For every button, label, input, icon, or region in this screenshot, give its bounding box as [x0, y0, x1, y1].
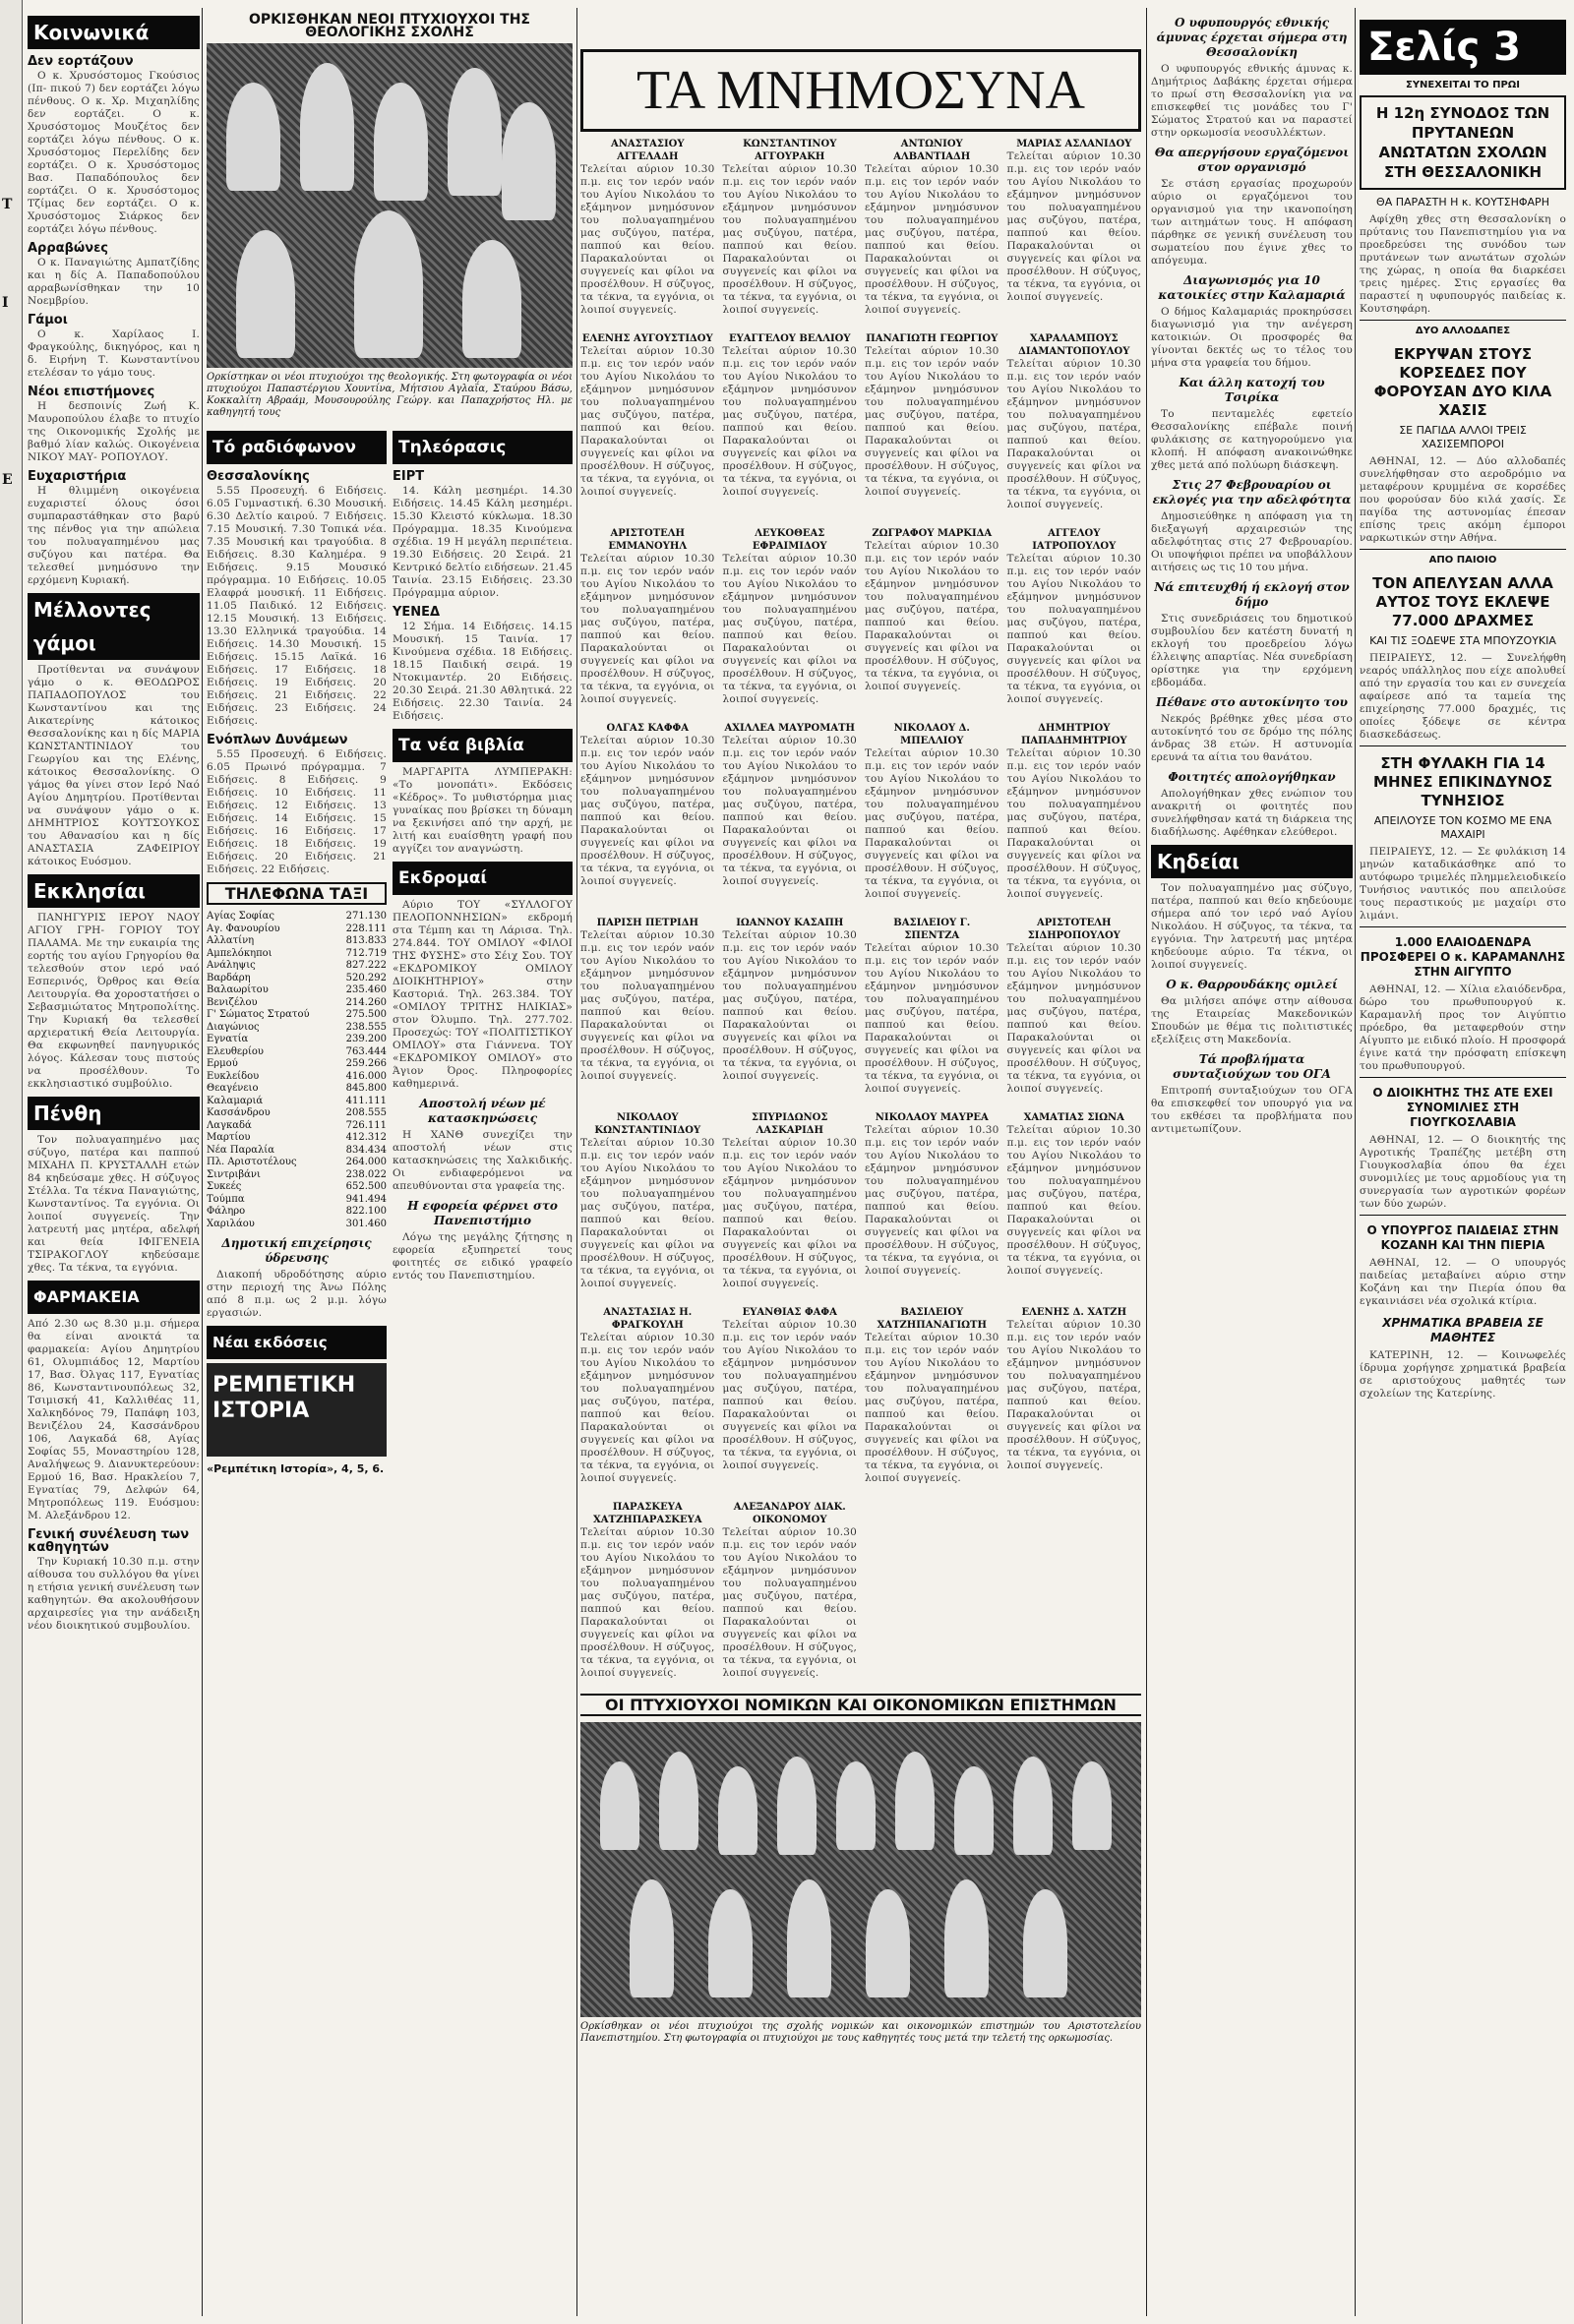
section-nea-vivlia: Τα νέα βιβλία — [393, 729, 573, 762]
subhead-giortazoun: Δεν εορτάζουν — [28, 54, 134, 69]
taxi-row — [207, 1096, 387, 1108]
memorial-text: Τελείται αύριον 10.30 π.μ. εις τον ιερόν ναόν του Αγίου Νικολάου το εξάμηνον μνημόσυνον του πολυαγαπημένου μας συζύγου, πατέρα, παππού και θείου. Παρακαλούνται οι συγγενείς και φίλοι να προσέλθουν. Η σύζυγος, τα τέκνα, τα εγγόνια, οι λοιποί συγγενείς. — [865, 1124, 999, 1277]
subhead-yened: ΥΕΝΕΔ — [393, 605, 441, 620]
memorial-text: Τελείται αύριον 10.30 π.μ. εις τον ιερόν ναόν του Αγίου Νικολάου το εξάμηνον μνημόσυνον του πολυαγαπημένου μας συζύγου, πατέρα, παππού και θείου. Παρακαλούνται οι συγγενείς και φίλοι να προσέλθουν. Η σύζυγος, τα τέκνα, τα εγγόνια, οι λοιποί συγγενείς. — [722, 1526, 857, 1679]
body-text: Αύριο ΤΟΥ «ΣΥΛΛΟΓΟΥ ΠΕΛΟΠΟΝΝΗΣΙΩΝ» εκδρομή στα Τέμπη και τη Λάρισα. Τηλ. 274.844. ΤΟΥ ΟΜΙΛΟΥ «ΦΙΛΟΙ ΤΗΣ ΦΥΣΗΣ» στο Σέιχ Σου. ΤΟΥ «ΕΚΔΡΟΜΙΚΟΥ ΟΜΙΛΟΥ ΔΙΟΙΚΗΤΗΡΙΟΥ» στην Καστοριά. Τηλ. 263.384. ΤΟΥ «ΟΜΙΛΟΥ ΤΡΙΤΗΣ ΗΛΙΚΙΑΣ» στον Όλυμπο. Τηλ. 277.702. Προσεχώς: ΤΟΥ «ΠΟΛΙΤΙΣΤΙΚΟΥ ΟΜΙΛΟΥ» στα Γιάννενα. ΤΟΥ «ΕΚΔΡΟΜΙΚΟΥ ΟΜΙΛΟΥ» στο Άγιον Όρος. Πληροφορίες καθημερινά. — [393, 899, 573, 1090]
memorial-entry — [865, 1306, 999, 1485]
body-text: Ο κ. Χρυσόστομος Γκούσιος (Ιπ- πικού 7) δεν εορτάζει λόγω πένθους. Ο κ. Χρ. Μιχαηλίδης δεν εορτάζει. Ο κ. Χρυσόστομος Μουζέτος δεν εορτάζει λόγω πένθους. Ο κ. Χρυσόστομος Περελίδης δεν εορτάζει. Ο κ. Χρυσόστομος Βασ. Παπαδόπουλος δεν εορτάζει. Ο κ. Χρυσόστομος Τζίμας δεν εορτάζει. Ο κ. Χρυσόστομος Σιάρκος δεν εορτάζει λόγω πένθους. — [28, 70, 200, 235]
body-text: Από 2.30 ως 8.30 μ.μ. σήμερα θα είναι ανοικτά τα φαρμακεία: Αγίου Δημητρίου 61, Ολυμπιάδος 12, Μαρτίου 17, Βασ. Όλγας 117, Εγνατίας 86, Κωνσταντινουπόλεως 32, Τσιμισκή 41, Καλλιθέας 11, Χαλκηδόνος 79, Παπάφη 103, Βενιζέλου 24, Κασσάνδρου 106, Λαγκαδά 68, Αγίας Σοφίας 55, Μοναστηρίου 128, Αναλήψεως 9. Διανυκτερεύουν: Ερμού 16, Βασ. Ηρακλείου 7, Εγνατίας 79, Δελφών 64, Μητροπόλεως 119. Ευόσμου: Μ. Αλεξάνδρου 12. — [28, 1318, 200, 1521]
taxi-name: Μαρτίου — [207, 1132, 251, 1143]
taxi-row — [207, 1034, 387, 1046]
headline-synodos-prytaneon: Η 12η ΣΥΝΟΔΟΣ ΤΩΝ ΠΡΥΤΑΝΕΩΝ ΑΝΩΤΑΤΩΝ ΣΧΟΛΩΝ ΣΤΗ ΘΕΣΣΑΛΟΝΙΚΗ — [1360, 95, 1566, 190]
taxi-tel: 763.444 — [345, 1045, 387, 1057]
memorial-name: ΝΙΚΟΛΑΟΥ ΜΑΥΡΕΑ — [875, 1112, 989, 1123]
memorial-text: Τελείται αύριον 10.30 π.μ. εις τον ιερόν ναόν του Αγίου Νικολάου το εξάμηνον μνημόσυνον του πολυαγαπημένου μας συζύγου, πατέρα, παππού και θείου. Παρακαλούνται οι συγγενείς και φίλοι να προσέλθουν. Η σύζυγος, τα τέκνα, τα εγγόνια, οι λοιποί συγγενείς. — [722, 929, 857, 1082]
taxi-tel: 235.460 — [345, 984, 387, 995]
taxi-name: Αγ. Φανουρίου — [207, 923, 280, 934]
taxi-row — [207, 911, 387, 924]
body-text: ΜΑΡΓΑΡΙΤΑ ΛΥΜΠΕΡΑΚΗ: «Το μονοπάτι». Εκδόσεις «Κέδρος». Το μυθιστόρημα μιας γυναίκας που βρίσκει τη δύναμη να ξεκινήσει από την αρχή, με λιτή και ευαίσθητη γραφή που αγγίζει τον αναγνώστη. — [393, 766, 573, 855]
taxi-row — [207, 1120, 387, 1133]
body-text: Η δεσποινίς Ζωή Κ. Μαυροπούλου έλαβε το πτυχίο της Οικονομικής Σχολής με βαθμό λίαν καλώς. Οικογένεια ΝΙΚΟΥ ΜΑΥ- ΡΟΠΟΥΛΟΥ. — [28, 400, 200, 463]
memorial-entry — [865, 138, 999, 317]
memorial-entry — [1007, 1306, 1142, 1485]
taxi-row — [207, 984, 387, 997]
taxi-name: Σιντριβάνι — [207, 1168, 261, 1180]
memorial-name: ΑΧΙΛΛΕΑ ΜΑΥΡΟΜΑΤΗ — [724, 723, 855, 734]
body-text: ΑΘΗΝΑΙ, 12. — Ο υπουργός παιδείας μεταβαίνει αύριο στην Κοζάνη και την Πιερία όπου θα εγκαινιάσει νέα σχολικά κτίρια. — [1360, 1257, 1566, 1307]
memorial-entry — [580, 1306, 715, 1485]
body-text: Θα μιλήσει απόψε στην αίθουσα της Εταιρείας Μακεδονικών Σπουδών με θέμα τις πολιτιστικές εξελίξεις στη Μακεδονία. — [1151, 995, 1353, 1045]
kicker: ΣΥΝΕΧΕΙΤΑΙ ΤΟ ΠΡΩΙ — [1405, 80, 1521, 90]
memorial-text: Τελείται αύριον 10.30 π.μ. εις τον ιερόν ναόν του Αγίου Νικολάου το εξάμηνον μνημόσυνον του πολυαγαπημένου μας συζύγου, πατέρα, παππού και θείου. Παρακαλούνται οι συγγενείς και φίλοι να προσέλθουν. Η σύζυγος, τα τέκνα, τα εγγόνια, οι λοιποί συγγενείς. — [722, 1137, 857, 1289]
section-kideiai: Κηδείαι — [1151, 845, 1353, 878]
taxi-tel: 941.494 — [345, 1193, 387, 1205]
body-text: Προτίθενται να συνάψουν γάμο ο κ. ΘΕΟΔΩΡΟΣ ΠΑΠΑΔΟΠΟΥΛΟΣ του Κωνσταντίνου και της Αικατερίνης κάτοικος Θεσσαλονίκης και η δίς ΜΑΡΙΑ ΚΩΝΣΤΑΝΤΙΝΙΔΟΥ του Γεωργίου και της Ελένης, κάτοικος Θεσσαλονίκης. Ο γάμος θα γίνει στον Ιερό Ναό Αγίου Δημητρίου. Προτίθενται να συνάψουν γάμο ο κ. ΔΗΜΗΤΡΙΟΣ ΚΟΥΤΣΟΥΚΟΣ του Αθανασίου και η δίς ΑΝΑΣΤΑΣΙΑ ΖΑΦΕΙΡΙΟΥ κάτοικος Ευόσμου. — [28, 664, 200, 867]
memorial-entry — [865, 527, 999, 706]
memorial-text: Τελείται αύριον 10.30 π.μ. εις τον ιερόν ναόν του Αγίου Νικολάου το εξάμηνον μνημόσυνον του πολυαγαπημένου μας συζύγου, πατέρα, παππού και θείου. Παρακαλούνται οι συγγενείς και φίλοι να προσέλθουν. Η σύζυγος, τα τέκνα, τα εγγόνια, οι λοιποί συγγενείς. — [722, 553, 857, 705]
taxi-row — [207, 1071, 387, 1084]
taxi-tel: 845.800 — [345, 1083, 387, 1094]
headline-tsirika: Και άλλη κατοχή του Τσιρίκα — [1179, 376, 1325, 404]
memorial-text: Τελείται αύριον 10.30 π.μ. εις τον ιερόν ναόν του Αγίου Νικολάου το εξάμηνον μνημόσυνον του πολυαγαπημένου μας συζύγου, πατέρα, παππού και θείου. Παρακαλούνται οι συγγενείς και φίλοι να προσέλθουν. Η σύζυγος, τα τέκνα, τα εγγόνια, οι λοιποί συγγενείς. — [580, 929, 715, 1082]
memorial-entry — [1007, 138, 1142, 317]
body-text: Ο κ. Χαρίλαος Ι. Φραγκούλης, δικηγόρος, και η δ. Ειρήνη Τ. Κωνσταντίνου ετελέσαν το γάμο τους. — [28, 328, 200, 379]
memorial-name: ΠΑΡΑΣΚΕΥΑ ΧΑΤΖΗΠΑΡΑΣΚΕΥΑ — [593, 1502, 702, 1525]
subhead-gamoi: Γάμοι — [28, 313, 68, 328]
memorial-name: ΑΓΓΕΛΟΥ ΙΑΤΡΟΠΟΥΛΟΥ — [1032, 528, 1117, 552]
column-rule — [1146, 8, 1147, 2316]
memorial-text: Τελείται αύριον 10.30 π.μ. εις τον ιερόν ναόν του Αγίου Νικολάου το εξάμηνον μνημόσυνον του πολυαγαπημένου μας συζύγου, πατέρα, παππού και θείου. Παρακαλούνται οι συγγενείς και φίλοι να προσέλθουν. Η σύζυγος, τα τέκνα, τα εγγόνια, οι λοιποί συγγενείς. — [580, 1137, 715, 1289]
body-text: 12 Σήμα. 14 Ειδήσεις. 14.15 Μουσική. 15 Ταινία. 17 Κινούμενα σχέδια. 18 Ειδήσεις. 18.15 Παιδική σειρά. 19 Ντοκιμαντέρ. 20 Ειδήσεις. 20.30 Σειρά. 21.30 Αθλητικά. 22 Ειδήσεις. 22.30 Ταινία. 24 Ειδήσεις. — [393, 621, 573, 722]
graduates-photo — [207, 43, 573, 368]
headline-elaiodendra: 1.000 ΕΛΑΙΟΔΕΝΔΡΑ ΠΡΟΣΦΕΡΕΙ Ο κ. ΚΑΡΑΜΑΝΛΗΣ ΣΤΗΝ ΑΙΓΥΠΤΟ — [1360, 935, 1566, 979]
memorial-name: ΑΡΙΣΤΟΤΕΛΗ ΣΙΔΗΡΟΠΟΥΛΟΥ — [1027, 918, 1120, 941]
memorial-text: Τελείται αύριον 10.30 π.μ. εις τον ιερόν ναόν του Αγίου Νικολάου το εξάμηνον μνημόσυνον του πολυαγαπημένου μας συζύγου, πατέρα, παππού και θείου. Παρακαλούνται οι συγγενείς και φίλοι να προσέλθουν. Η σύζυγος, τα τέκνα, τα εγγόνια, οι λοιποί συγγενείς. — [580, 553, 715, 705]
memorial-entry — [580, 1111, 715, 1290]
taxi-row — [207, 1206, 387, 1219]
memorial-text: Τελείται αύριον 10.30 π.μ. εις τον ιερόν ναόν του Αγίου Νικολάου το εξάμηνον μνημόσυνον του πολυαγαπημένου μας συζύγου, πατέρα, παππού και θείου. Παρακαλούνται οι συγγενείς και φίλοι να προσέλθουν. Η σύζυγος, τα τέκνα, τα εγγόνια, οι λοιποί συγγενείς. — [1006, 747, 1141, 900]
photo-caption: Ορκίστηκαν οι νέοι πτυχιούχοι της θεολογικής. Στη φωτογραφία οι νέοι πτυχιούχοι Παπαστέργιου Χουντίνα, Μήτσιου Αγλαΐα, Σταύρου Βάσω, Κοκκαλίτη Αβραάμ, Μουσουρούλης Γεώργ. και Παπαχρήστος Ηλ. με καθηγητή τους — [207, 372, 573, 418]
headline-apelysan: ΤΟΝ ΑΠΕΛΥΣΑΝ ΑΛΛΑ ΑΥΤΟΣ ΤΟΥΣ ΕΚΛΕΨΕ 77.000 ΔΡΑΧΜΕΣ — [1372, 574, 1553, 629]
headline-vraveia: ΧΡΗΜΑΤΙΚΑ ΒΡΑΒΕΙΑ ΣΕ ΜΑΘΗΤΕΣ — [1382, 1316, 1544, 1344]
taxi-row — [207, 1046, 387, 1059]
taxi-tel: 411.111 — [345, 1095, 387, 1106]
section-nea-ekdosis: Νέαι εκδόσεις — [207, 1326, 387, 1359]
headline-ta-mnimosyna: ΤΑ ΜΝΗΜΟΣΥΝΑ — [580, 49, 1141, 132]
memorial-text: Τελείται αύριον 10.30 π.μ. εις τον ιερόν ναόν του Αγίου Νικολάου το εξάμηνον μνημόσυνον του πολυαγαπημένου μας συζύγου, πατέρα, παππού και θείου. Παρακαλούνται οι συγγενείς και φίλοι να προσέλθουν. Η σύζυγος, τα τέκνα, τα εγγόνια, οι λοιποί συγγενείς. — [1006, 1319, 1141, 1471]
taxi-name: Ανάληψις — [207, 960, 256, 971]
taxi-row — [207, 1219, 387, 1231]
taxi-tel: 834.434 — [345, 1144, 387, 1156]
memorial-entry — [723, 138, 858, 317]
body-text: Η θλιμμένη οικογένεια ευχαριστεί όλους όσοι συμπαραστάθηκαν στο βαρύ της πένθος για την απώλεια του πολυαγαπημένου μας συζύγου και πατέρα. Θα τελεσθεί μνημόσυνο την ερχόμενη Κυριακή. — [28, 485, 200, 586]
taxi-tel: 301.460 — [345, 1218, 387, 1229]
memorial-name: ΕΛΕΝΗΣ Δ. ΧΑΤΖΗ — [1021, 1307, 1127, 1318]
body-text: Διακοπή υδροδότησης αύριο στην περιοχή της Άνω Πόλης από 8 π.μ. ως 2 μ.μ. λόγω εργασιών. — [207, 1269, 387, 1319]
body-text: 5.55 Προσευχή. 6 Ειδήσεις. 6.05 Πρωινό πρόγραμμα. 7 Ειδήσεις. 8 Ειδήσεις. 9 Ειδήσεις. 10 Ειδήσεις. 11 Ειδήσεις. 12 Ειδήσεις. 13 Ειδήσεις. 14 Ειδήσεις. 15 Ειδήσεις. 16 Ειδήσεις. 17 Ειδήσεις. 18 Ειδήσεις. 19 Ειδήσεις. 20 Ειδήσεις. 21 Ειδήσεις. 22 Ειδήσεις. — [207, 748, 387, 875]
taxi-tel: 416.000 — [345, 1070, 387, 1082]
memorial-text: Τελείται αύριον 10.30 π.μ. εις τον ιερόν ναόν του Αγίου Νικολάου το εξάμηνον μνημόσυνον του πολυαγαπημένου μας συζύγου, πατέρα, παππού και θείου. Παρακαλούνται οι συγγενείς και φίλοι να προσέλθουν. Η σύζυγος, τα τέκνα, τα εγγόνια, οι λοιποί συγγενείς. — [865, 345, 999, 498]
taxi-name: Γ' Σώματος Στρατού — [207, 1009, 310, 1020]
memorial-entry — [723, 1306, 858, 1485]
memorial-entry — [723, 527, 858, 706]
taxi-phones-title: ΤΗΛΕΦΩΝΑ ΤΑΞΙ — [207, 882, 387, 905]
taxi-name: Αμπελόκηποι — [207, 947, 272, 959]
taxi-row — [207, 1157, 387, 1169]
headline-provlimata: Τά προβλήματα συνταξιούχων του ΟΓΑ — [1173, 1052, 1331, 1081]
section-ekdromai: Εκδρομαί — [393, 862, 573, 895]
taxi-row — [207, 1145, 387, 1158]
column-social — [28, 10, 200, 2314]
memorial-name: ΒΑΣΙΛΕΙΟΥ Γ. ΣΠΕΝΤΖΑ — [893, 918, 971, 941]
taxi-row — [207, 924, 387, 936]
taxi-name: Καλαμαριά — [207, 1095, 264, 1106]
taxi-row — [207, 948, 387, 961]
headline-foitites: Φοιτητές απολογήθηκαν — [1168, 770, 1336, 784]
memorial-entry — [723, 1501, 858, 1680]
body-text: ΑΘΗΝΑΙ, 12. — Χίλια ελαιόδενδρα, δώρο του πρωθυπουργού κ. Καραμανλή προς τον Αιγύπτιο πρόεδρο, θα μεταφερθούν στην Αίγυπτο με ειδικό πλοίο. Η προσφορά έγινε κατά την πρόσφατη επίσκεψη του πρωθυπουργού. — [1360, 983, 1566, 1072]
taxi-tel: 726.111 — [345, 1119, 387, 1131]
taxi-name: Βενιζέλου — [207, 996, 258, 1008]
taxi-tel: 275.500 — [345, 1009, 387, 1020]
memorial-text: Τελείται αύριον 10.30 π.μ. εις τον ιερόν ναόν του Αγίου Νικολάου το εξάμηνον μνημόσυνον του πολυαγαπημένου μας συζύγου, πατέρα, παππού και θείου. Παρακαλούνται οι συγγενείς και φίλοι να προσέλθουν. Η σύζυγος, τα τέκνα, τα εγγόνια, οι λοιποί συγγενείς. — [722, 1319, 857, 1471]
section-mellontes-gamoi: Μέλλοντες γάμοι — [28, 593, 200, 660]
taxi-name: Εγνατία — [207, 1034, 249, 1044]
subhead-bouzoukia: ΚΑΙ ΤΙΣ ΞΟΔΕΨΕ ΣΤΑ ΜΠΟΥΖΟΥΚΙΑ — [1369, 634, 1556, 647]
memorial-entry — [1007, 917, 1142, 1096]
memorials-list — [580, 138, 1141, 1688]
memorial-name: ΕΛΕΝΗΣ ΑΥΓΟΥΣΤΙΔΟΥ — [581, 333, 713, 344]
memorial-text: Τελείται αύριον 10.30 π.μ. εις τον ιερόν ναόν του Αγίου Νικολάου το εξάμηνον μνημόσυνον του πολυαγαπημένου μας συζύγου, πατέρα, παππού και θείου. Παρακαλούνται οι συγγενείς και φίλοι να προσέλθουν. Η σύζυγος, τα τέκνα, τα εγγόνια, οι λοιποί συγγενείς. — [1006, 1124, 1141, 1277]
taxi-tel: 214.260 — [345, 996, 387, 1008]
taxi-name: Διαγώνιος — [207, 1021, 260, 1033]
headline-diagonismos: Διαγωνισμός για 10 κατοικίες στην Καλαμαριά — [1158, 273, 1346, 302]
subhead-rempetiki: «Ρεμπέτικη Ιστορία», 4, 5, 6. — [207, 1462, 385, 1475]
headline-tharroudakis: Ο κ. Θαρρουδάκης ομιλεί — [1166, 978, 1338, 991]
memorial-entry — [1007, 722, 1142, 901]
body-text: Σε στάση εργασίας προχωρούν αύριο οι εργαζόμενοι του οργανισμού για την ικανοποίηση των αιτημάτων τους. Η απόφαση πάρθηκε σε γενική συνέλευση του σωματείου που έγινε χθες το απόγευμα. — [1151, 178, 1353, 267]
taxi-tel: 271.130 — [345, 911, 387, 922]
body-text: Τον πολυαγαπημένο μας σύζυγο, πατέρα και παππού ΜΙΧΑΗΛ Π. ΚΡΥΣΤΑΛΛΗ ετών 84 κηδεύσαμε χθες. Η σύζυγος Στέλλα. Τα τέκνα Παναγιώτης, Κωνσταντίνος. Τα εγγόνια. Οι λοιποί συγγενείς. Την λατρευτή μας μητέρα, αδελφή και θεία ΙΦΙΓΕΝΕΙΑ ΤΣΙΡΑΚΟΓΛΟΥ κηδεύσαμε χθες. Τα τέκνα, τα εγγόνια. — [28, 1134, 200, 1274]
book-cover-image — [207, 1363, 387, 1457]
taxi-tel: 520.292 — [345, 972, 387, 983]
taxi-row — [207, 1194, 387, 1207]
body-text: 14. Κάλη μεσημέρι. 14.30 Ειδήσεις. 14.45 Κάλη μεσημέρι. 15.30 Κλειστό κύκλωμα. 18.30 Πρόγραμμα. 18.35 Κινούμενα σχέδια. 19 Η μεγάλη περιπέτεια. 19.30 Ειδήσεις. 20 Σειρά. 21 Κεντρικό δελτίο ειδήσεων. 21.45 Ταινία. 23.15 Ειδήσεις. 23.30 Πρόγραμμα αύριον. — [393, 485, 573, 599]
memorial-name: ΙΩΑΝΝΟΥ ΚΑΣΑΠΗ — [736, 918, 844, 928]
taxi-row — [207, 1058, 387, 1071]
memorial-text: Τελείται αύριον 10.30 π.μ. εις τον ιερόν ναόν του Αγίου Νικολάου το εξάμηνον μνημόσυνον του πολυαγαπημένου μας συζύγου, πατέρα, παππού και θείου. Παρακαλούνται οι συγγενείς και φίλοι να προσέλθουν. Η σύζυγος, τα τέκνα, τα εγγόνια, οι λοιποί συγγενείς. — [865, 163, 999, 316]
taxi-name: Βαλαωρίτου — [207, 984, 269, 995]
headline-apergia: Θα απεργήσουν εργαζόμενοι στον οργανισμό — [1154, 146, 1350, 174]
memorial-entry — [865, 722, 999, 901]
taxi-tel: 238.022 — [345, 1168, 387, 1180]
body-text: 5.55 Προσευχή. 6 Ειδήσεις. 6.05 Γυμναστική. 6.30 Μουσική. 6.30 Δελτίο καιρού. 7 Ειδήσεις. 7.15 Μουσική. 7.30 Τοπικά νέα. 7.35 Μουσική και τραγούδια. 8 Ειδήσεις. 8.30 Καλημέρα. 9 Ειδήσεις. 9.15 Μουσικό πρόγραμμα. 10 Ειδήσεις. 10.05 Ελαφρά μουσική. 11 Ειδήσεις. 11.05 Παιδικό. 12 Ειδήσεις. 12.15 Μουσική. 13 Ειδήσεις. 13.30 Ελληνικά τραγούδια. 14 Ειδήσεις. 14.30 Μουσική. 15 Ειδήσεις. 15.15 Λαϊκά. 16 Ειδήσεις. 17 Ειδήσεις. 18 Ειδήσεις. 19 Ειδήσεις. 20 Ειδήσεις. 21 Ειδήσεις. 22 Ειδήσεις. 23 Ειδήσεις. 24 Ειδήσεις. — [207, 485, 387, 727]
taxi-name: Λαγκαδά — [207, 1119, 252, 1131]
memorial-text: Τελείται αύριον 10.30 π.μ. εις τον ιερόν ναόν του Αγίου Νικολάου το εξάμηνον μνημόσυνον του πολυαγαπημένου μας συζύγου, πατέρα, παππού και θείου. Παρακαλούνται οι συγγενείς και φίλοι να προσέλθουν. Η σύζυγος, τα τέκνα, τα εγγόνια, οι λοιποί συγγενείς. — [1006, 150, 1141, 303]
memorial-name: ΜΑΡΙΑΣ ΑΣΛΑΝΙΔΟΥ — [1016, 139, 1132, 149]
memorial-text: Τελείται αύριον 10.30 π.μ. εις τον ιερόν ναόν του Αγίου Νικολάου το εξάμηνον μνημόσυνον του πολυαγαπημένου μας συζύγου, πατέρα, παππού και θείου. Παρακαλούνται οι συγγενείς και φίλοι να προσέλθουν. Η σύζυγος, τα τέκνα, τα εγγόνια, οι λοιποί συγγενείς. — [865, 747, 999, 900]
memorial-entry — [1007, 527, 1142, 706]
section-farmakeia: ΦΑΡΜΑΚΕΙΑ — [28, 1281, 200, 1314]
kicker: ΑΠΟ ΠΑΙΟΙΟ — [1428, 555, 1497, 566]
memorial-text: Τελείται αύριον 10.30 π.μ. εις τον ιερόν ναόν του Αγίου Νικολάου το εξάμηνον μνημόσυνον του πολυαγαπημένου μας συζύγου, πατέρα, παππού και θείου. Παρακαλούνται οι συγγενείς και φίλοι να προσέλθουν. Η σύζυγος, τα τέκνα, τα εγγόνια, οι λοιποί συγγενείς. — [1006, 942, 1141, 1095]
subhead-enoplon: Ενόπλων Δυνάμεων — [207, 733, 348, 747]
taxi-name: Τούμπα — [207, 1193, 245, 1205]
taxi-tel: 412.312 — [345, 1132, 387, 1143]
column-mnimosyna — [580, 10, 1141, 2314]
taxi-name: Ερμού — [207, 1058, 238, 1069]
body-text: ΠΕΙΡΑΙΕΥΣ, 12. — Σε φυλάκιση 14 μηνών καταδικάσθηκε από το αυτόφωρο τριμελές πλημμελειοδικείο Τυνήσιος ναυτικός που απειλούσε τους περαστικούς με μαχαίρι στο λιμάνι. — [1360, 846, 1566, 922]
taxi-tel: 264.000 — [345, 1157, 387, 1167]
subhead-geniki-synelefsi: Γενική συνέλευση των καθηγητών — [28, 1527, 190, 1555]
column-rule — [576, 8, 577, 2316]
section-koinonika: Κοινωνικά — [28, 16, 200, 49]
taxi-phone-list — [207, 911, 387, 1230]
body-text: Την Κυριακή 10.30 π.μ. στην αίθουσα του συλλόγου θα γίνει η ετήσια γενική συνέλευση των καθηγητών. Θα ακολουθήσουν αρχαιρεσίες για την ανάδειξη νέου διοικητικού συμβουλίου. — [28, 1556, 200, 1632]
headline-eforia: Η εφορεία φέρνει στο Πανεπιστήμιο — [407, 1199, 558, 1227]
body-text: Ο κ. Παναγιώτης Αμπατζίδης και η δίς Α. Παπαδοπούλου αρραβωνίσθηκαν την 10 Νοεμβρίου. — [28, 257, 200, 307]
memorial-text: Τελείται αύριον 10.30 π.μ. εις τον ιερόν ναόν του Αγίου Νικολάου το εξάμηνον μνημόσυνον του πολυαγαπημένου μας συζύγου, πατέρα, παππού και θείου. Παρακαλούνται οι συγγενείς και φίλοι να προσέλθουν. Η σύζυγος, τα τέκνα, τα εγγόνια, οι λοιποί συγγενείς. — [580, 735, 715, 887]
taxi-row — [207, 1083, 387, 1096]
body-text: Απολογήθηκαν χθες ενώπιον του ανακριτή οι φοιτητές που συνελήφθησαν κατά τη διάρκεια της διαδήλωσης. Αφέθηκαν ελεύθεροι. — [1151, 788, 1353, 838]
body-text: Ο δήμος Καλαμαριάς προκηρύσσει διαγωνισμό για την ανέγερση κατοικιών. Οι προσφορές θα γίνονται δεκτές ως το τέλος του μήνα στα γραφεία του δήμου. — [1151, 306, 1353, 369]
memorial-name: ΑΝΤΩΝΙΟΥ ΑΛΒΑΝΤΙΑΔΗ — [893, 139, 971, 162]
memorial-text: Τελείται αύριον 10.30 π.μ. εις τον ιερόν ναόν του Αγίου Νικολάου το εξάμηνον μνημόσυνον του πολυαγαπημένου μας συζύγου, πατέρα, παππού και θείου. Παρακαλούνται οι συγγενείς και φίλοι να προσέλθουν. Η σύζυγος, τα τέκνα, τα εγγόνια, οι λοιποί συγγενείς. — [722, 163, 857, 316]
memorial-entry — [580, 1501, 715, 1680]
subhead-thessalonikis: Θεσσαλονίκης — [207, 469, 310, 484]
headline-ypourgos: Ο υφυπουργός εθνικής άμυνας έρχεται σήμερα στη Θεσσαλονίκη — [1156, 16, 1348, 59]
body-text: ΠΑΝΗΓΥΡΙΣ ΙΕΡΟΥ ΝΑΟΥ ΑΓΙΟΥ ΓΡΗ- ΓΟΡΙΟΥ ΤΟΥ ΠΑΛΑΜΑ. Με την ευκαιρία της εορτής του αγίου Γρηγορίου θα τελεσθούν στον ιερό ναό Εσπερινός, Όρθρος και Θεία Λειτουργία. Θα χοροστατήσει ο Σεβασμιώτατος Μητροπολίτης. Την Κυριακή θα τελεσθεί αρχιερατική Θεία Λειτουργία. Θα εκφωνηθεί πανηγυρικός λόγος. Κάλεσαν τους πιστούς να προσέλθουν. Το εκκλησιαστικό συμβούλιο. — [28, 912, 200, 1090]
subhead-xasisemporoi: ΣΕ ΠΑΓΙΔΑ ΑΛΛΟΙ ΤΡΕΙΣ ΧΑΣΙΣΕΜΠΟΡΟΙ — [1399, 424, 1527, 450]
body-text: ΠΕΙΡΑΙΕΥΣ, 12. — Συνελήφθη νεαρός υπάλληλος που είχε απολυθεί από την εργασία του και εν συνεχεία αφαίρεσε από τα ταμεία της επιχείρησης 77.000 δραχμές, τις οποίες ξόδεψε σε κέντρα διασκεδάσεως. — [1360, 652, 1566, 741]
memorial-entry — [865, 917, 999, 1096]
taxi-tel: 813.833 — [345, 935, 387, 946]
section-penthi: Πένθη — [28, 1097, 200, 1130]
subhead-eirt: ΕΙΡΤ — [393, 469, 425, 484]
memorial-name: ΠΑΝΑΓΙΩΤΗ ΓΕΩΡΓΙΟΥ — [866, 333, 999, 344]
section-tileorasis: Τηλεόρασις — [393, 431, 573, 464]
taxi-name: Θεαγένειο — [207, 1083, 259, 1094]
memorial-name: ΕΥΑΝΘΙΑΣ ΦΑΦΑ — [742, 1307, 837, 1318]
taxi-name: Κασσάνδρου — [207, 1107, 271, 1118]
headline-theologiki: ΟΡΚΙΣΘΗΚΑΝ ΝΕΟΙ ΠΤΥΧΙΟΥΧΟΙ ΤΗΣ ΘΕΟΛΟΓΙΚΗΣ ΣΧΟΛΗΣ — [249, 12, 530, 40]
memorial-text: Τελείται αύριον 10.30 π.μ. εις τον ιερόν ναόν του Αγίου Νικολάου το εξάμηνον μνημόσυνον του πολυαγαπημένου μας συζύγου, πατέρα, παππού και θείου. Παρακαλούνται οι συγγενείς και φίλοι να προσέλθουν. Η σύζυγος, τα τέκνα, τα εγγόνια, οι λοιποί συγγενείς. — [1006, 553, 1141, 705]
memorial-entry — [580, 138, 715, 317]
memorial-name: ΣΠΥΡΙΔΩΝΟΣ ΛΑΣΚΑΡΙΔΗ — [752, 1112, 828, 1136]
taxi-tel: 652.500 — [345, 1181, 387, 1192]
taxi-row — [207, 1107, 387, 1120]
taxi-name: Νέα Παραλία — [207, 1144, 274, 1156]
memorial-entry — [580, 917, 715, 1096]
headline-dimotiki: Δημοτική επιχείρησις ύδρευσης — [221, 1236, 372, 1265]
memorial-text: Τελείται αύριον 10.30 π.μ. εις τον ιερόν ναόν του Αγίου Νικολάου το εξάμηνον μνημόσυνον του πολυαγαπημένου μας συζύγου, πατέρα, παππού και θείου. Παρακαλούνται οι συγγενείς και φίλοι να προσέλθουν. Η σύζυγος, τα τέκνα, τα εγγόνια, οι λοιποί συγγενείς. — [722, 735, 857, 887]
memorial-text: Τελείται αύριον 10.30 π.μ. εις τον ιερόν ναόν του Αγίου Νικολάου το εξάμηνον μνημόσυνον του πολυαγαπημένου μας συζύγου, πατέρα, παππού και θείου. Παρακαλούνται οι συγγενείς και φίλοι να προσέλθουν. Η σύζυγος, τα τέκνα, τα εγγόνια, οι λοιποί συγγενείς. — [865, 942, 999, 1095]
memorial-text: Τελείται αύριον 10.30 π.μ. εις τον ιερόν ναόν του Αγίου Νικολάου το εξάμηνον μνημόσυνον του πολυαγαπημένου μας συζύγου, πατέρα, παππού και θείου. Παρακαλούνται οι συγγενείς και φίλοι να προσέλθουν. Η σύζυγος, τα τέκνα, τα εγγόνια, οι λοιποί συγγενείς. — [722, 345, 857, 498]
memorial-entry — [723, 332, 858, 511]
taxi-tel: 259.266 — [345, 1058, 387, 1069]
taxi-row — [207, 935, 387, 948]
book-cover-title: ΡΕΜΠΕΤΙΚΗ ΙΣΤΟΡΙΑ — [212, 1373, 356, 1423]
taxi-row — [207, 1022, 387, 1035]
column-rule — [1355, 8, 1356, 2316]
memorial-name: ΝΙΚΟΛΑΟΥ Δ. ΜΠΕΛΛΙΟΥ — [893, 723, 970, 746]
body-text: ΑΘΗΝΑΙ, 12. — Ο διοικητής της Αγροτικής Τραπέζης μετέβη στη Γιουγκοσλαβία όπου θα έχει συνομιλίες με τους αρμοδίους για τη συνεργασία των αγροτικών φορέων των δύο χωρών. — [1360, 1134, 1566, 1210]
headline-ate: Ο ΔΙΟΙΚΗΤΗΣ ΤΗΣ ΑΤΕ ΕΧΕΙ ΣΥΝΟΜΙΛΙΕΣ ΣΤΗ ΓΙΟΥΓΚΟΣΛΑΒΙΑ — [1372, 1086, 1553, 1129]
photo-caption: Ορκίσθηκαν οι νέοι πτυχιούχοι της σχολής νομικών και οικονομικών επιστημών του Αριστοτελείου Πανεπιστημίου. Στη φωτογραφία οι πτυχιούχοι με τους καθηγητές τους μετά την τελετή της ορκωμοσίας. — [580, 2021, 1141, 2044]
memorial-text: Τελείται αύριον 10.30 π.μ. εις τον ιερόν ναόν του Αγίου Νικολάου το εξάμηνον μνημόσυνον του πολυαγαπημένου μας συζύγου, πατέρα, παππού και θείου. Παρακαλούνται οι συγγενείς και φίλοι να προσέλθουν. Η σύζυγος, τα τέκνα, τα εγγόνια, οι λοιποί συγγενείς. — [580, 1332, 715, 1484]
memorial-name: ΝΙΚΟΛΑΟΥ ΚΩΝΣΤΑΝΤΙΝΙΔΟΥ — [594, 1112, 701, 1136]
body-text: Νεκρός βρέθηκε χθες μέσα στο αυτοκίνητό του σε δρόμο της πόλης άνδρας 38 ετών. Η αστυνομία ερευνά τα αίτια του θανάτου. — [1151, 713, 1353, 763]
memorial-text: Τελείται αύριον 10.30 π.μ. εις τον ιερόν ναόν του Αγίου Νικολάου το εξάμηνον μνημόσυνον του πολυαγαπημένου μας συζύγου, πατέρα, παππού και θείου. Παρακαλούνται οι συγγενείς και φίλοι να προσέλθουν. Η σύζυγος, τα τέκνα, τα εγγόνια, οι λοιποί συγγενείς. — [865, 1332, 999, 1484]
memorial-name: ΑΡΙΣΤΟΤΕΛΗ ΕΜΜΑΝΟΥΗΛ — [608, 528, 688, 552]
memorial-entry — [723, 1111, 858, 1290]
column-rule — [202, 8, 203, 2316]
headline-apostoli: Αποστολή νέων μέ κατασκηνώσεις — [419, 1097, 546, 1125]
taxi-tel: 228.111 — [345, 923, 387, 934]
memorial-entry — [865, 1111, 999, 1290]
taxi-name: Φάληρο — [207, 1206, 246, 1217]
memorial-text: Τελείται αύριον 10.30 π.μ. εις τον ιερόν ναόν του Αγίου Νικολάου το εξάμηνον μνημόσυνον του πολυαγαπημένου μας συζύγου, πατέρα, παππού και θείου. Παρακαλούνται οι συγγενείς και φίλοι να προσέλθουν. Η σύζυγος, τα τέκνα, τα εγγόνια, οι λοιποί συγγενείς. — [580, 1526, 715, 1679]
taxi-row — [207, 1181, 387, 1194]
taxi-tel: 239.200 — [345, 1034, 387, 1044]
taxi-tel: 238.555 — [345, 1021, 387, 1033]
memorial-name: ΧΑΜΑΤΙΑΣ ΣΙΩΝΑ — [1023, 1112, 1124, 1123]
memorial-name: ΑΛΕΞΑΝΔΡΟΥ ΔΙΑΚ. ΟΙΚΟΝΟΜΟΥ — [733, 1502, 846, 1525]
taxi-tel: 712.719 — [345, 947, 387, 959]
subhead-koutsifari: ΘΑ ΠΑΡΑΣΤΗ Η κ. ΚΟΥΤΣΗΦΑΡΗ — [1376, 196, 1549, 209]
memorial-name: ΖΩΓΡΑΦΟΥ ΜΑΡΚΙΔΑ — [872, 528, 993, 539]
memorial-name: ΑΝΑΣΤΑΣΙΟΥ ΑΓΓΕΛΑΔΗ — [610, 139, 685, 162]
body-text: ΑΘΗΝΑΙ, 12. — Δύο αλλοδαπές συνελήφθησαν στο αεροδρόμιο να μεταφέρουν κρυμμένα σε κορσέδες που φορούσαν δύο κιλά χασίς. Σε παγίδα της αστυνομίας έπεσαν επίσης τρεις ακόμη έμποροι ναρκωτικών στην Αθήνα. — [1360, 455, 1566, 544]
memorial-name: ΚΩΝΣΤΑΝΤΙΝΟΥ ΑΓΓΟΥΡΑΚΗ — [743, 139, 837, 162]
taxi-tel: 827.222 — [345, 960, 387, 971]
memorial-text: Τελείται αύριον 10.30 π.μ. εις τον ιερόν ναόν του Αγίου Νικολάου το εξάμηνον μνημόσυνον του πολυαγαπημένου μας συζύγου, πατέρα, παππού και θείου. Παρακαλούνται οι συγγενείς και φίλοι να προσέλθουν. Η σύζυγος, τα τέκνα, τα εγγόνια, οι λοιποί συγγενείς. — [580, 345, 715, 498]
memorial-entry — [723, 722, 858, 901]
memorial-name: ΛΕΥΚΟΘΕΑΣ ΕΦΡΑΙΜΙΔΟΥ — [752, 528, 827, 552]
memorial-entry — [1007, 1111, 1142, 1290]
headline-korsedes: ΕΚΡΥΨΑΝ ΣΤΟΥΣ ΚΟΡΣΕΔΕΣ ΠΟΥ ΦΟΡΟΥΣΑΝ ΔΥΟ ΚΙΛΑ ΧΑΣΙΣ — [1373, 345, 1552, 419]
headline-ekloges: Στις 27 Φεβρουαρίου οι εκλογές για την αδελφότητα — [1152, 478, 1352, 507]
memorial-entry — [723, 917, 858, 1096]
taxi-row — [207, 973, 387, 985]
body-text: Επιτροπή συνταξιούχων του ΟΓΑ θα επισκεφθεί τον υπουργό για να του εκθέσει τα προβλήματα που αντιμετωπίζουν. — [1151, 1085, 1353, 1135]
body-text: Τον πολυαγαπημένο μας σύζυγο, πατέρα, παππού και θείο κηδεύουμε σήμερα από τον ιερό ναό Αγίου Νικολάου. Η σύζυγος, τα τέκνα, τα εγγόνια. Την λατρευτή μας μητέρα κηδεύουμε αύριο. Τα τέκνα, οι λοιποί συγγενείς. — [1151, 882, 1353, 971]
memorial-text: Τελείται αύριον 10.30 π.μ. εις τον ιερόν ναόν του Αγίου Νικολάου το εξάμηνον μνημόσυνον του πολυαγαπημένου μας συζύγου, πατέρα, παππού και θείου. Παρακαλούνται οι συγγενείς και φίλοι να προσέλθουν. Η σύζυγος, τα τέκνα, τα εγγόνια, οι λοιποί συγγενείς. — [1006, 358, 1141, 510]
taxi-row — [207, 1132, 387, 1145]
memorial-name: ΕΥΑΓΓΕΛΟΥ ΒΕΛΛΙΟΥ — [728, 333, 851, 344]
headline-epiteuxi: Νά επιτευχθή ή εκλογή στον δήμο — [1154, 580, 1350, 609]
section-ekklisiai: Εκκλησίαι — [28, 874, 200, 908]
taxi-row — [207, 1009, 387, 1022]
page-number-banner: Σελίς 3 — [1360, 20, 1566, 75]
kicker: ΔΥΟ ΑΛΛΟΔΑΠΕΣ — [1415, 326, 1511, 336]
memorial-entry — [1007, 332, 1142, 511]
memorial-name: ΑΝΑΣΤΑΣΙΑΣ Η. ΦΡΑΓΚΟΥΛΗ — [603, 1307, 693, 1331]
section-radiofono: Τό ραδιόφωνον — [207, 431, 387, 464]
body-text: Δημοσιεύθηκε η απόφαση για τη διεξαγωγή αρχαιρεσιών της αδελφότητας στις 27 Φεβρουαρίου. Οι υποψήφιοι πρέπει να υποβάλλουν αιτήσεις ως τις 10 του μήνα. — [1151, 510, 1353, 573]
memorial-entry — [580, 527, 715, 706]
column-front-news — [1360, 10, 1566, 2314]
memorial-text: Τελείται αύριον 10.30 π.μ. εις τον ιερόν ναόν του Αγίου Νικολάου το εξάμηνον μνημόσυνον του πολυαγαπημένου μας συζύγου, πατέρα, παππού και θείου. Παρακαλούνται οι συγγενείς και φίλοι να προσέλθουν. Η σύζυγος, τα τέκνα, τα εγγόνια, οι λοιποί συγγενείς. — [865, 540, 999, 692]
body-text: Η ΧΑΝΘ συνεχίζει την αποστολή νέων στις κατασκηνώσεις της Χαλκιδικής. Οι ενδιαφερόμενοι να απευθύνονται στα γραφεία της. — [393, 1129, 573, 1192]
taxi-name: Χαριλάου — [207, 1218, 255, 1229]
memorial-entry — [580, 332, 715, 511]
taxi-row — [207, 1169, 387, 1182]
memorial-entry — [580, 722, 715, 901]
body-text: Στις συνεδριάσεις του δημοτικού συμβουλίου δεν κατέστη δυνατή η εκλογή του προεδρείου λόγω έλλειψης απαρτίας. Νέα συνεδρίαση ορίστηκε για την ερχόμενη εβδομάδα. — [1151, 613, 1353, 688]
memorial-name: ΠΑΡΙΣΗ ΠΕΤΡΙΔΗ — [596, 918, 698, 928]
headline-ptyxiouxoi-nomikon: ΟΙ ΠΤΥΧΙΟΥΧΟΙ ΝΟΜΙΚΩΝ ΚΑΙ ΟΙΚΟΝΟΜΙΚΩΝ ΕΠΙΣΤΗΜΩΝ — [580, 1694, 1141, 1716]
subhead-eucharistiria: Ευχαριστήρια — [28, 469, 127, 484]
adjacent-page-edge: Τ Ι Ε — [0, 0, 23, 2324]
subhead-arravones: Αρραβώνες — [28, 241, 109, 256]
taxi-name: Πλ. Αριστοτέλους — [207, 1157, 297, 1167]
column-news — [207, 10, 573, 2314]
taxi-name: Αλλατίνη — [207, 935, 255, 946]
subhead-epistimones: Νέοι επιστήμονες — [28, 385, 155, 399]
taxi-name: Αγίας Σοφίας — [207, 911, 275, 922]
memorial-text: Τελείται αύριον 10.30 π.μ. εις τον ιερόν ναόν του Αγίου Νικολάου το εξάμηνον μνημόσυνον του πολυαγαπημένου μας συζύγου, πατέρα, παππού και θείου. Παρακαλούνται οι συγγενείς και φίλοι να προσέλθουν. Η σύζυγος, τα τέκνα, τα εγγόνια, οι λοιποί συγγενείς. — [580, 163, 715, 316]
taxi-row — [207, 960, 387, 973]
headline-ypourgos-paideias: Ο ΥΠΟΥΡΓΟΣ ΠΑΙΔΕΙΑΣ ΣΤΗΝ ΚΟΖΑΝΗ ΚΑΙ ΤΗΝ ΠΙΕΡΙΑ — [1366, 1223, 1559, 1252]
headline-tynisios: ΣΤΗ ΦΥΛΑΚΗ ΓΙΑ 14 ΜΗΝΕΣ ΕΠΙΚΙΝΔΥΝΟΣ ΤΥΝΗΣΙΟΣ — [1373, 754, 1552, 809]
taxi-name: Ευκλείδου — [207, 1070, 260, 1082]
headline-pethane: Πέθανε στο αυτοκίνητο του — [1156, 695, 1348, 709]
memorial-name: ΟΛΓΑΣ ΚΑΦΦΑ — [606, 723, 689, 734]
taxi-row — [207, 997, 387, 1010]
taxi-name: Συκεές — [207, 1181, 242, 1192]
taxi-tel: 822.100 — [345, 1206, 387, 1217]
memorial-name: ΒΑΣΙΛΕΙΟΥ ΧΑΤΖΗΠΑΝΑΓΙΩΤΗ — [877, 1307, 987, 1331]
memorial-entry — [865, 332, 999, 511]
body-text: Το πενταμελές εφετείο Θεσσαλονίκης επέβαλε ποινή φυλάκισης σε κατηγορούμενο για κλοπή. Η απόφαση ανακοινώθηκε χθες μετά από πολύωρη διάσκεψη. — [1151, 408, 1353, 471]
taxi-tel: 208.555 — [345, 1107, 387, 1118]
body-text: Λόγω της μεγάλης ζήτησης η εφορεία εξυπηρετεί τους φοιτητές σε ειδικό γραφείο εντός του Πανεπιστημίου. — [393, 1231, 573, 1281]
law-graduates-photo — [580, 1722, 1141, 2017]
column-local — [1151, 10, 1353, 2314]
memorial-name: ΔΗΜΗΤΡΙΟΥ ΠΑΠΑΔΗΜΗΤΡΙΟΥ — [1020, 723, 1127, 746]
body-text: ΚΑΤΕΡΙΝΗ, 12. — Κοινωφελές ίδρυμα χορήγησε χρηματικά βραβεία σε αριστούχους μαθητές των σχολείων της Κατερίνης. — [1360, 1349, 1566, 1400]
taxi-name: Ελευθερίου — [207, 1045, 264, 1057]
memorial-name: ΧΑΡΑΛΑΜΠΟΥΣ ΔΙΑΜΑΝΤΟΠΟΥΛΟΥ — [1018, 333, 1130, 357]
body-text: Ο υφυπουργός εθνικής άμυνας κ. Δημήτριος Δαβάκης έρχεται σήμερα το πρωί στη Θεσσαλονίκη για να επισκεφθεί τις μονάδες του Γ' Σώματος Στρατού και να παραστεί στην ορκωμοσία νεοσυλλέκτων. — [1151, 63, 1353, 139]
taxi-name: Βαρδάρη — [207, 972, 251, 983]
body-text: Αφίχθη χθες στη Θεσσαλονίκη ο πρύτανις του Πανεπιστημίου για να προεδρεύσει της συνόδου των πρυτάνεων των ανωτάτων σχολών της χώρας, η οποία θα διαρκέσει τρεις ημέρες. Στις εργασίες θα παραστεί η υφυπουργός παιδείας κ. Κουτσηφάρη. — [1360, 213, 1566, 315]
subhead-maxairi: ΑΠΕΙΛΟΥΣΕ ΤΟΝ ΚΟΣΜΟ ΜΕ ΕΝΑ ΜΑΧΑΙΡΙ — [1373, 814, 1552, 841]
